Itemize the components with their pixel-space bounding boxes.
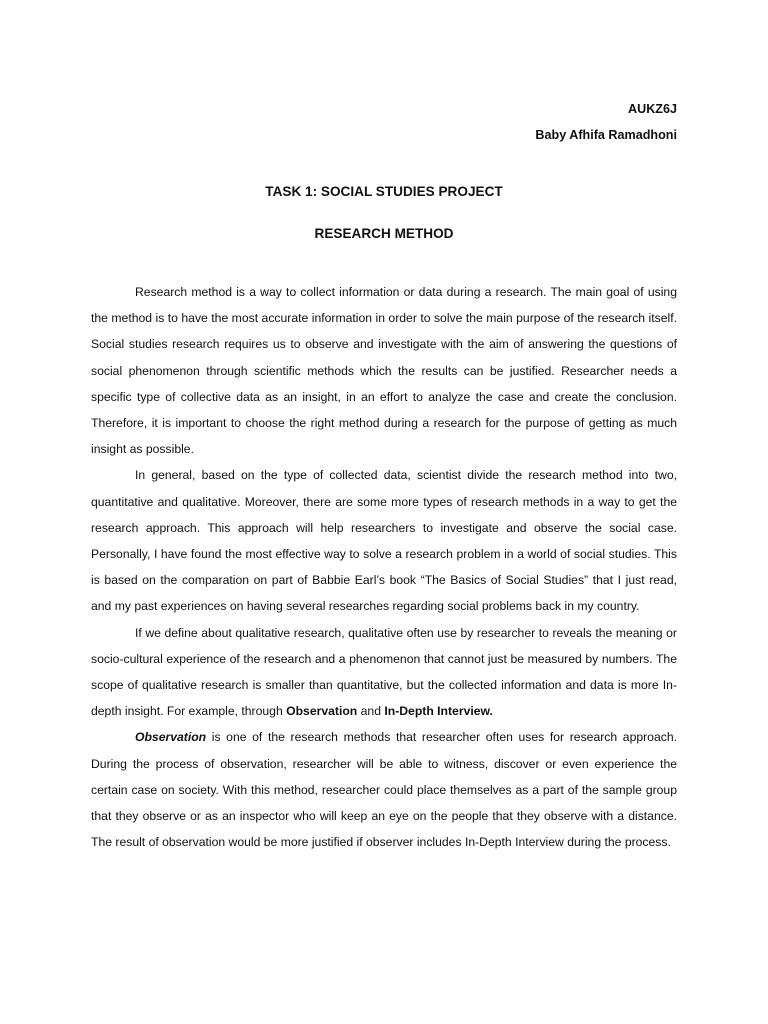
student-code: AUKZ6J bbox=[628, 102, 677, 116]
term-observation-italic: Observation bbox=[135, 730, 207, 745]
title-line-task: TASK 1: SOCIAL STUDIES PROJECT bbox=[265, 184, 503, 199]
paragraph-qualitative bbox=[91, 620, 677, 725]
author-header bbox=[535, 96, 677, 148]
paragraph-observation bbox=[91, 724, 677, 855]
body-text bbox=[91, 279, 677, 855]
title-line-method: RESEARCH METHOD bbox=[314, 226, 454, 241]
term-in-depth-interview: In-Depth Interview. bbox=[384, 704, 493, 719]
conjunction-and: and bbox=[357, 704, 385, 719]
paragraph-intro: Research method is a way to collect information or data during a research. The main goal of using the method is to have the most accurate information in order to solve the main purpose of the research itself. Social studies research requires us to observe and investigate with the aim of answering the questions of social phenomenon through scientific methods which the results can be justified. Researcher needs a specific type of collective data as an insight, in an effort to analyze the case and create the conclusion. Therefore, it is important to choose the right method during a research for the purpose of getting as much insight as possible. bbox=[91, 285, 677, 457]
paragraph-general: In general, based on the type of collected data, scientist divide the research method into two, quantitative and qualitative. Moreover, there are some more types of research methods in a way to get the research approach. This approach will help researchers to investigate and observe the social case. Personally, I have found the most effective way to solve a research problem in a world of social studies. This is based on the comparation on part of Babbie Earl’s book “The Basics of Social Studies” that I just read, and my past experiences on having several researches regarding social problems back in my country. bbox=[91, 468, 677, 614]
document-title bbox=[0, 171, 768, 255]
author-name: Baby Afhifa Ramadhoni bbox=[535, 128, 677, 142]
paragraph-qualitative-text: If we define about qualitative research, qualitative often use by researcher to reveals the meaning or socio-cultural experience of the research and a phenomenon that cannot just be measured by numbers. The scope of qualitative research is smaller than quantitative, but the collected information and data is more In-depth insight. For example, through bbox=[91, 625, 677, 719]
paragraph-observation-text: is one of the research methods that researcher often uses for research approach. During the process of observation, researcher will be able to witness, discover or even experience the certain case on society. With this method, researcher could place themselves as a part of the sample group that they observe or as an inspector who will keep an eye on the people that they observe with a distance. The result of observation would be more justified if observer includes In-Depth Interview during the process. bbox=[91, 730, 677, 850]
term-observation: Observation bbox=[286, 704, 358, 719]
